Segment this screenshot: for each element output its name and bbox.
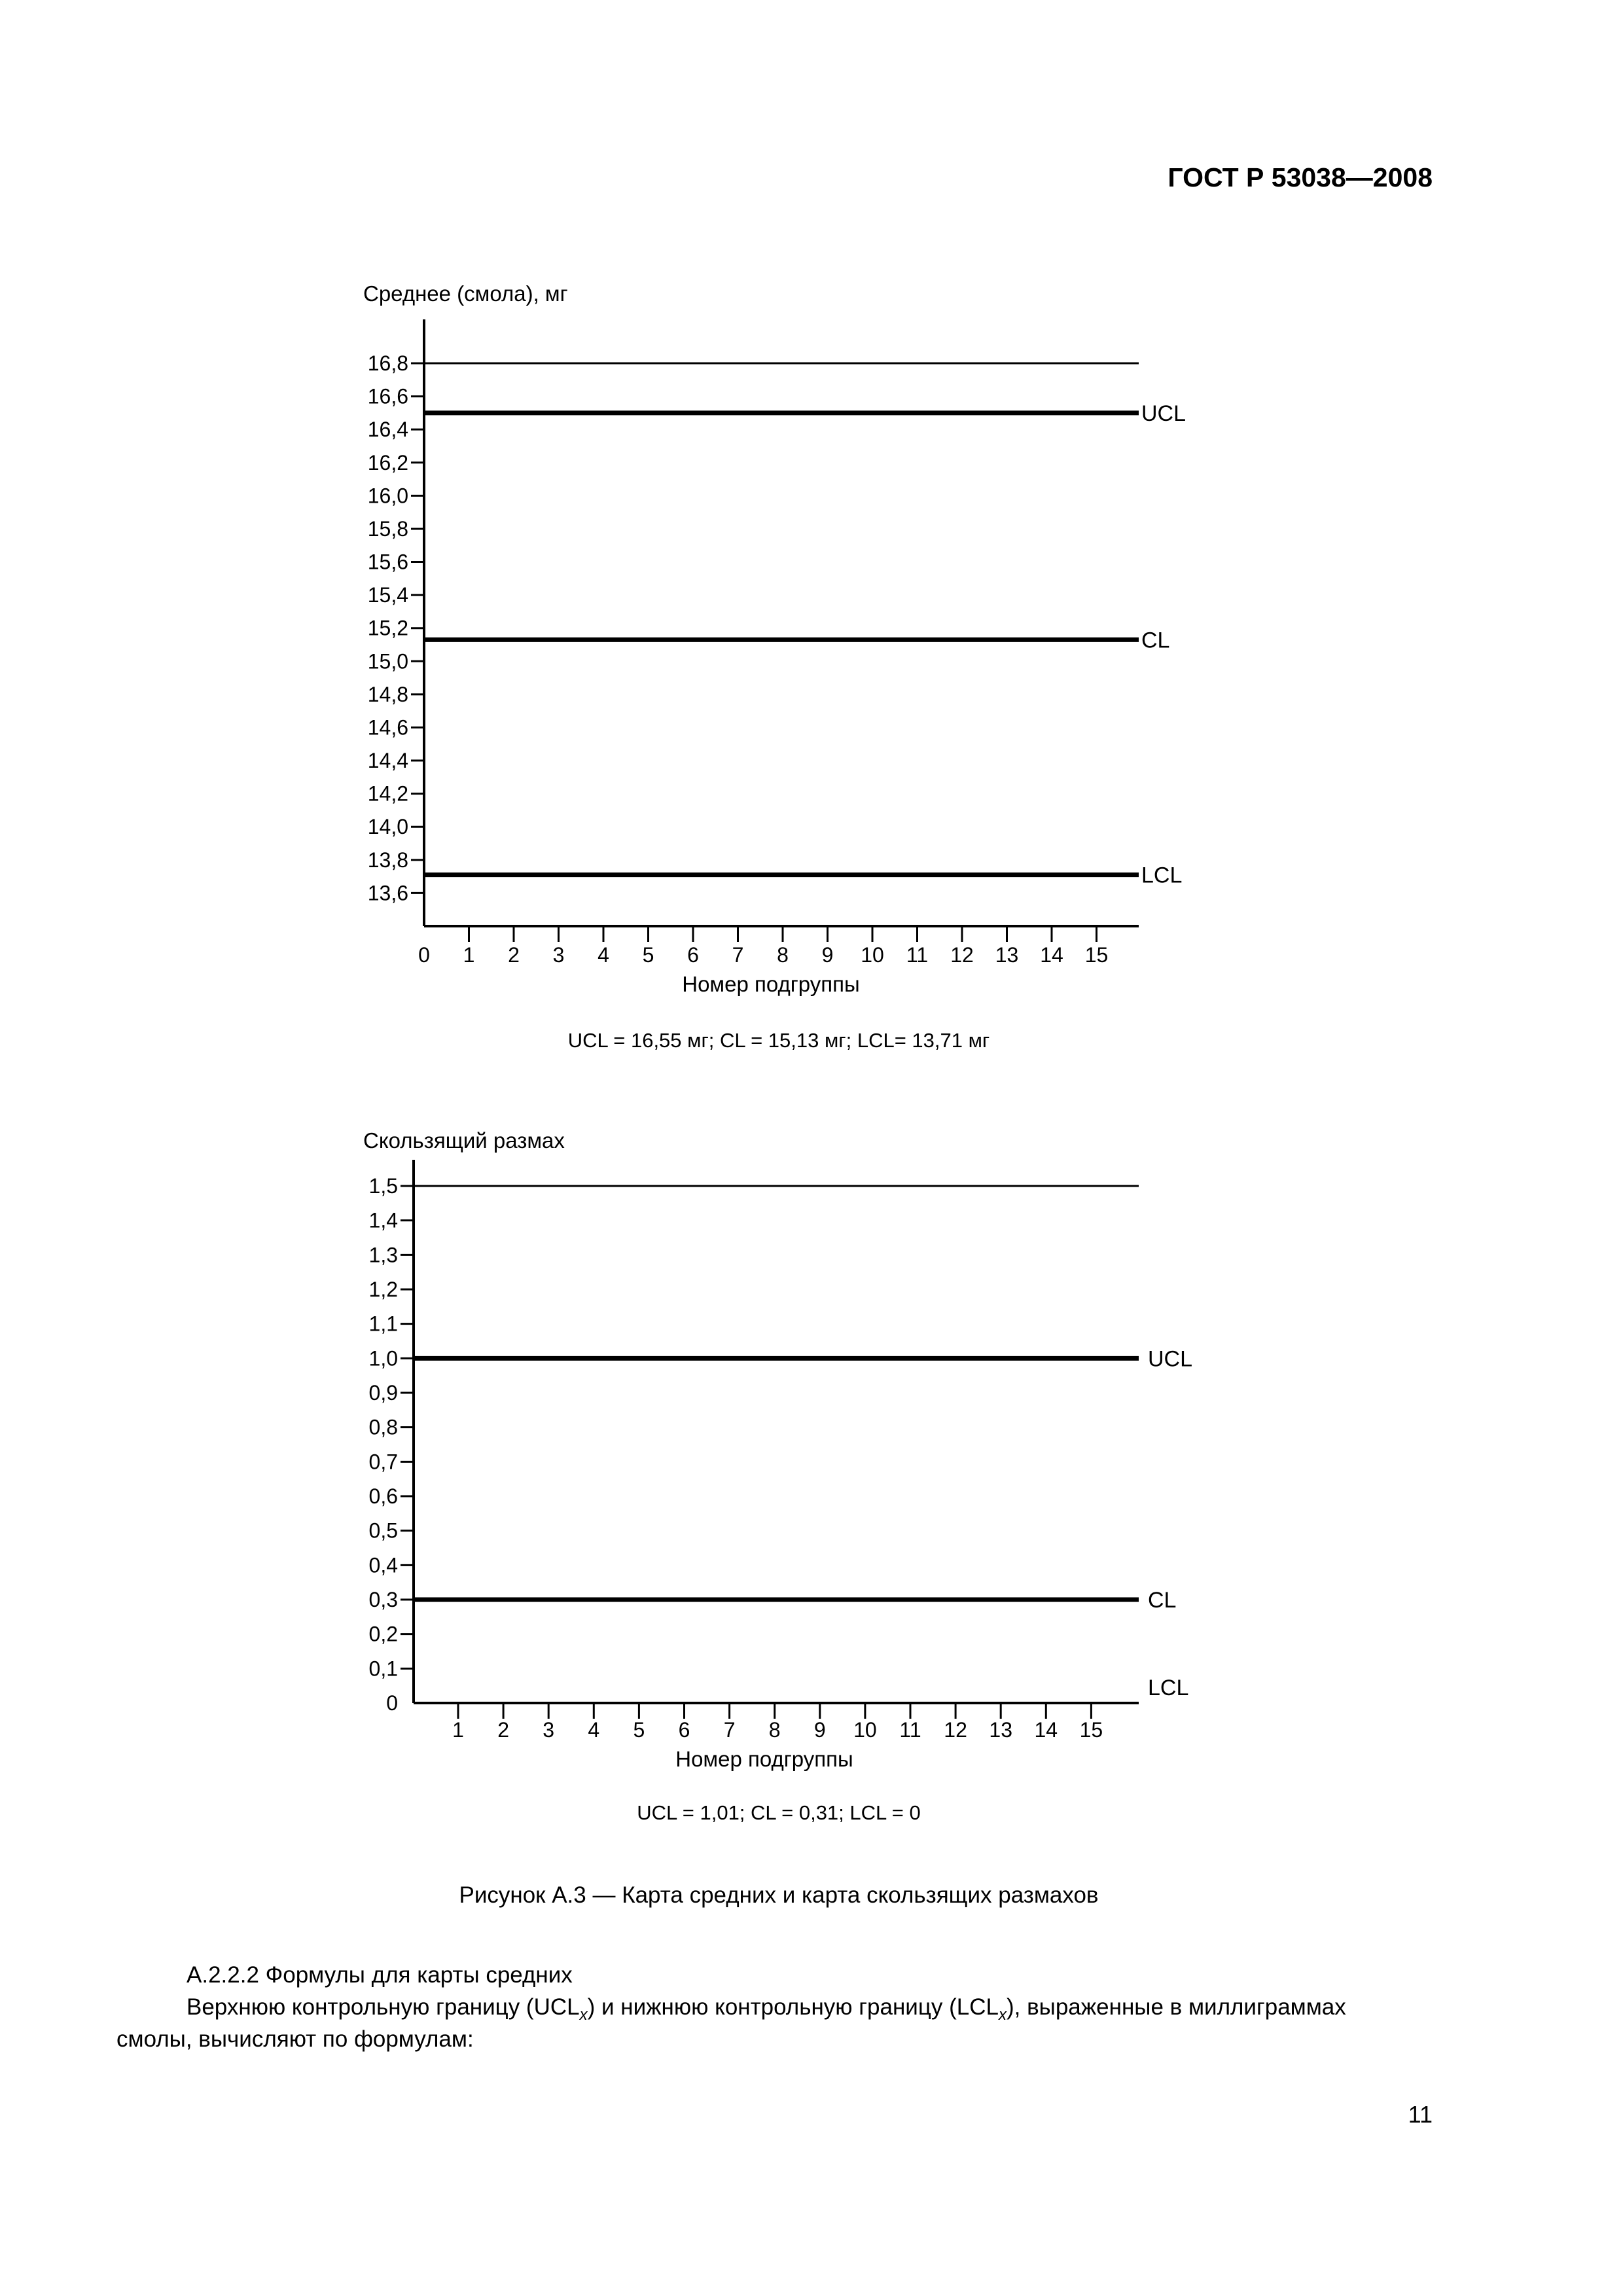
x-tick-label: 8 (768, 1718, 781, 1742)
range-chart-caption: UCL = 1,01; CL = 0,31; LCL = 0 (637, 1801, 921, 1824)
x-tick-label: 3 (552, 943, 565, 967)
x-tick-label: 9 (813, 1718, 826, 1742)
body-line-2: смолы, вычисляют по формулам: (116, 2026, 474, 2052)
range-chart (0, 1119, 1623, 1774)
y-tick-label: 0,9 (368, 1381, 398, 1405)
x-tick-label: 4 (588, 1718, 600, 1742)
y-tick-label: 0,5 (368, 1518, 398, 1543)
chart-title: Скользящий размах (363, 1128, 565, 1153)
x-tick-label: 9 (821, 943, 834, 967)
ref-label-lcl: LCL (1148, 1676, 1189, 1700)
subscript-x: x (998, 2006, 1007, 2024)
y-tick-label: 1,4 (368, 1208, 398, 1232)
y-tick-label: 0,7 (368, 1450, 398, 1474)
y-tick-label: 16,0 (367, 484, 408, 508)
y-tick-label: 13,8 (367, 848, 408, 872)
y-tick-label: 16,4 (367, 418, 408, 442)
x-tick-label: 3 (543, 1718, 555, 1742)
ref-label-lcl: LCL (1141, 863, 1183, 888)
y-tick-label: 15,4 (367, 583, 408, 607)
x-tick-label: 15 (1079, 1718, 1103, 1742)
x-tick-label: 12 (944, 1718, 967, 1742)
x-tick-label: 10 (861, 943, 884, 967)
y-tick-label: 15,0 (367, 649, 408, 673)
y-tick-label: 0,4 (368, 1553, 398, 1577)
chart-title: Среднее (смола), мг (363, 281, 568, 306)
x-tick-label: 14 (1040, 943, 1063, 967)
x-tick-label: 8 (777, 943, 789, 967)
page-number: 11 (1408, 2101, 1433, 2128)
x-tick-label: 1 (463, 943, 475, 967)
y-tick-label: 16,8 (367, 351, 408, 375)
y-tick-label: 15,8 (367, 516, 408, 541)
x-tick-label: 12 (950, 943, 974, 967)
ref-label-ucl: UCL (1141, 401, 1186, 426)
x-tick-label: 2 (508, 943, 520, 967)
ref-label-ucl: UCL (1148, 1346, 1193, 1372)
x-tick-label: 11 (899, 1718, 921, 1742)
y-tick-label: 14,2 (367, 781, 408, 806)
x-tick-label: 2 (497, 1718, 509, 1742)
x-tick-label: 10 (853, 1718, 877, 1742)
means-chart-caption: UCL = 16,55 мг; CL = 15,13 мг; LCL= 13,71 мг (567, 1029, 990, 1052)
x-tick-label: 0 (418, 943, 430, 967)
x-tick-label: 7 (723, 1718, 736, 1742)
x-tick-label: 15 (1084, 943, 1109, 967)
y-tick-label: 1,0 (368, 1346, 398, 1371)
range-chart-svg (0, 1119, 1623, 1774)
x-tick-label: 14 (1034, 1718, 1058, 1742)
y-tick-label: 16,2 (367, 450, 408, 475)
y-tick-label: 1,3 (368, 1243, 398, 1267)
body-line-1-part-a: Верхнюю контрольную границу (UCL (187, 1994, 580, 2020)
y-tick-label: 14,8 (367, 682, 408, 706)
body-line-1-part-b: ) и нижнюю контрольную границу (LCL (587, 1994, 999, 2020)
body-line-1 (187, 1994, 1346, 2024)
section-heading: А.2.2.2 Формулы для карты средних (187, 1962, 573, 1988)
y-tick-label: 14,4 (367, 749, 408, 773)
means-chart-svg (0, 268, 1623, 1008)
x-tick-label: 6 (687, 943, 699, 967)
subscript-x: x (579, 2006, 588, 2024)
y-tick-label: 16,6 (367, 384, 408, 408)
x-axis-label: Номер подгруппы (675, 1747, 853, 1771)
y-tick-label: 0,6 (368, 1484, 398, 1508)
body-line-1-part-c: ), выраженные в миллиграммах (1006, 1994, 1346, 2020)
y-tick-label: 14,6 (367, 715, 408, 740)
x-tick-label: 6 (678, 1718, 690, 1742)
y-tick-label: 0,1 (368, 1657, 398, 1681)
y-tick-label: 0,2 (368, 1622, 398, 1646)
y-tick-label: 1,2 (368, 1278, 398, 1301)
y-tick-label: 13,6 (367, 881, 408, 905)
ref-label-cl: CL (1141, 628, 1170, 653)
x-tick-label: 4 (597, 943, 609, 967)
x-tick-label: 1 (452, 1718, 464, 1742)
ref-label-cl: CL (1148, 1588, 1177, 1613)
x-axis-label: Номер подгруппы (682, 972, 860, 996)
y-tick-label: 1,5 (368, 1174, 398, 1198)
y-tick-label: 14,0 (367, 815, 408, 839)
x-tick-label: 13 (989, 1718, 1012, 1742)
x-tick-label: 7 (732, 943, 744, 967)
y-tick-label: 1,1 (368, 1312, 398, 1336)
figure-title: Рисунок А.3 — Карта средних и карта скользящих размахов (459, 1882, 1099, 1908)
means-chart (0, 268, 1623, 1008)
y-tick-label: 0,3 (368, 1588, 398, 1611)
x-tick-label: 13 (995, 943, 1019, 967)
y-tick-label: 15,6 (367, 550, 408, 574)
y-tick-label: 0 (386, 1691, 398, 1715)
y-tick-label: 0,8 (368, 1415, 398, 1439)
x-tick-label: 11 (906, 943, 929, 967)
standard-header: ГОСТ Р 53038—2008 (1168, 162, 1433, 192)
x-tick-label: 5 (642, 943, 654, 967)
x-tick-label: 5 (633, 1718, 645, 1742)
y-tick-label: 15,2 (367, 616, 408, 640)
